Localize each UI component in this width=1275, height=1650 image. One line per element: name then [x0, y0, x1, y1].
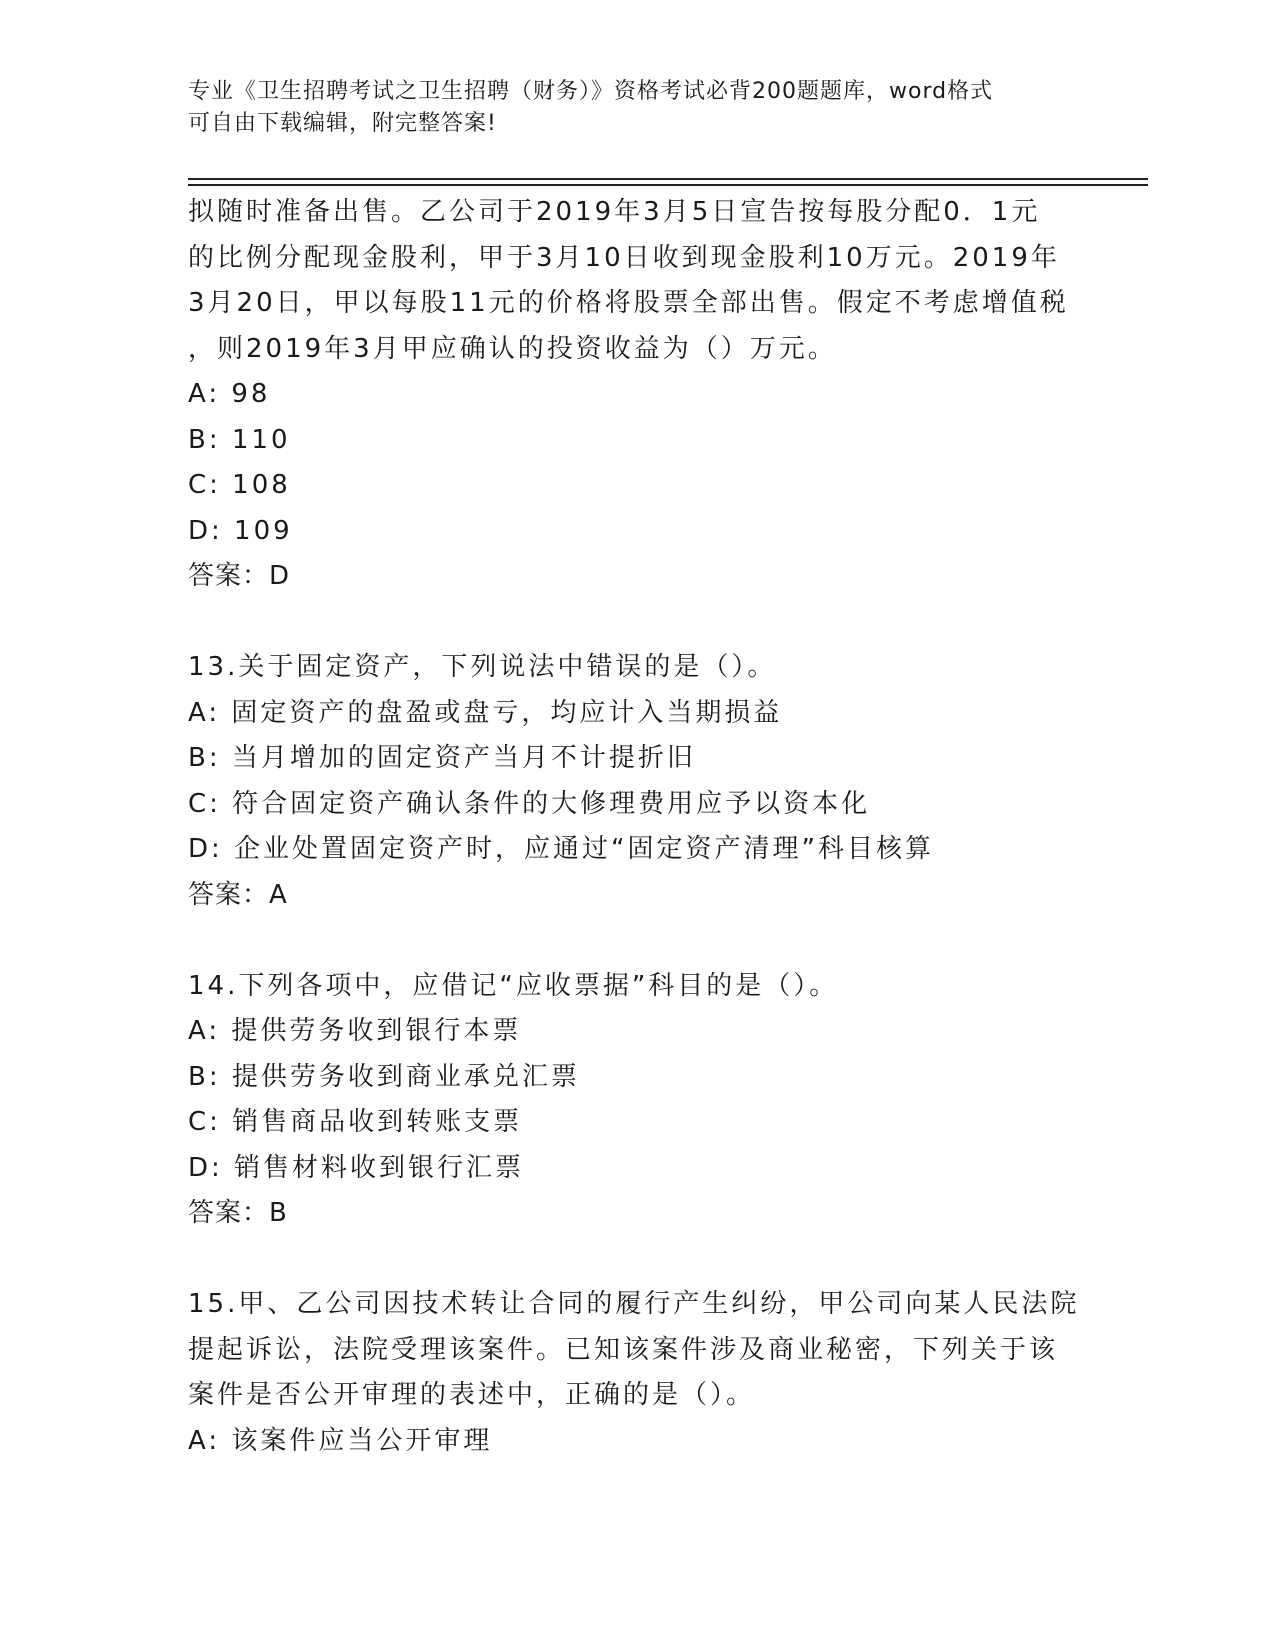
question-stem-line: 的比例分配现金股利，甲于3月10日收到现金股利10万元。2019年 — [188, 242, 1060, 273]
question-stem-line: 拟随时准备出售。乙公司于2019年3月5日宣告按每股分配0．1元 — [188, 197, 1041, 227]
spacer — [188, 600, 1088, 646]
answer-line: 答案：A — [188, 879, 288, 910]
question-stem-line: 3月20日，甲以每股11元的价格将股票全部出售。假定不考虑增值税 — [188, 288, 1069, 318]
document-header — [188, 76, 1068, 140]
option-b: B: 提供劳务收到商业承兑汇票 — [188, 1061, 580, 1092]
question-stem-line: 13.关于固定资产，下列说法中错误的是（）。 — [188, 652, 777, 682]
answer-line: 答案：B — [188, 1198, 288, 1228]
option-c: C: 销售商品收到转账支票 — [188, 1107, 523, 1137]
question-stem-line: ，则2019年3月甲应确认的投资收益为（）万元。 — [188, 333, 837, 364]
option-c: C: 108 — [188, 470, 291, 500]
option-b: B: 当月增加的固定资产当月不计提折旧 — [188, 743, 696, 773]
question-15 — [188, 1282, 1088, 1464]
header-rule-bottom — [188, 184, 1148, 186]
question-stem-line: 15.甲、乙公司因技术转让合同的履行产生纠纷，甲公司向某人民法院 — [188, 1289, 1080, 1319]
question-13 — [188, 645, 1088, 918]
header-line-1: 专业《卫生招聘考试之卫生招聘（财务）》资格考试必背200题题库，word格式 — [188, 79, 994, 104]
answer-line: 答案：D — [188, 561, 291, 591]
option-a: A: 固定资产的盘盈或盘亏，均应计入当期损益 — [188, 697, 783, 728]
question-content — [188, 190, 1088, 1464]
question-stem-line: 提起诉讼，法院受理该案件。已知该案件涉及商业秘密，下列关于该 — [188, 1334, 1059, 1365]
option-d: D: 销售材料收到银行汇票 — [188, 1152, 525, 1183]
question-12 — [188, 190, 1088, 600]
option-b: B: 110 — [188, 424, 291, 455]
header-rule-top — [188, 178, 1148, 180]
question-stem-line: 案件是否公开审理的表述中，正确的是（）。 — [188, 1380, 756, 1410]
spacer — [188, 1237, 1088, 1283]
option-d: D: 企业处置固定资产时，应通过“固定资产清理”科目核算 — [188, 834, 934, 864]
option-a: A: 98 — [188, 379, 271, 409]
spacer — [188, 918, 1088, 964]
option-a: A: 提供劳务收到银行本票 — [188, 1016, 522, 1046]
header-line-2: 可自由下载编辑，附完整答案! — [188, 111, 497, 136]
question-stem-line: 14.下列各项中，应借记“应收票据”科目的是（）。 — [188, 970, 839, 1001]
option-c: C: 符合固定资产确认条件的大修理费用应予以资本化 — [188, 788, 871, 819]
option-d: D: 109 — [188, 515, 293, 546]
option-a: A: 该案件应当公开审理 — [188, 1425, 493, 1456]
question-14 — [188, 964, 1088, 1237]
